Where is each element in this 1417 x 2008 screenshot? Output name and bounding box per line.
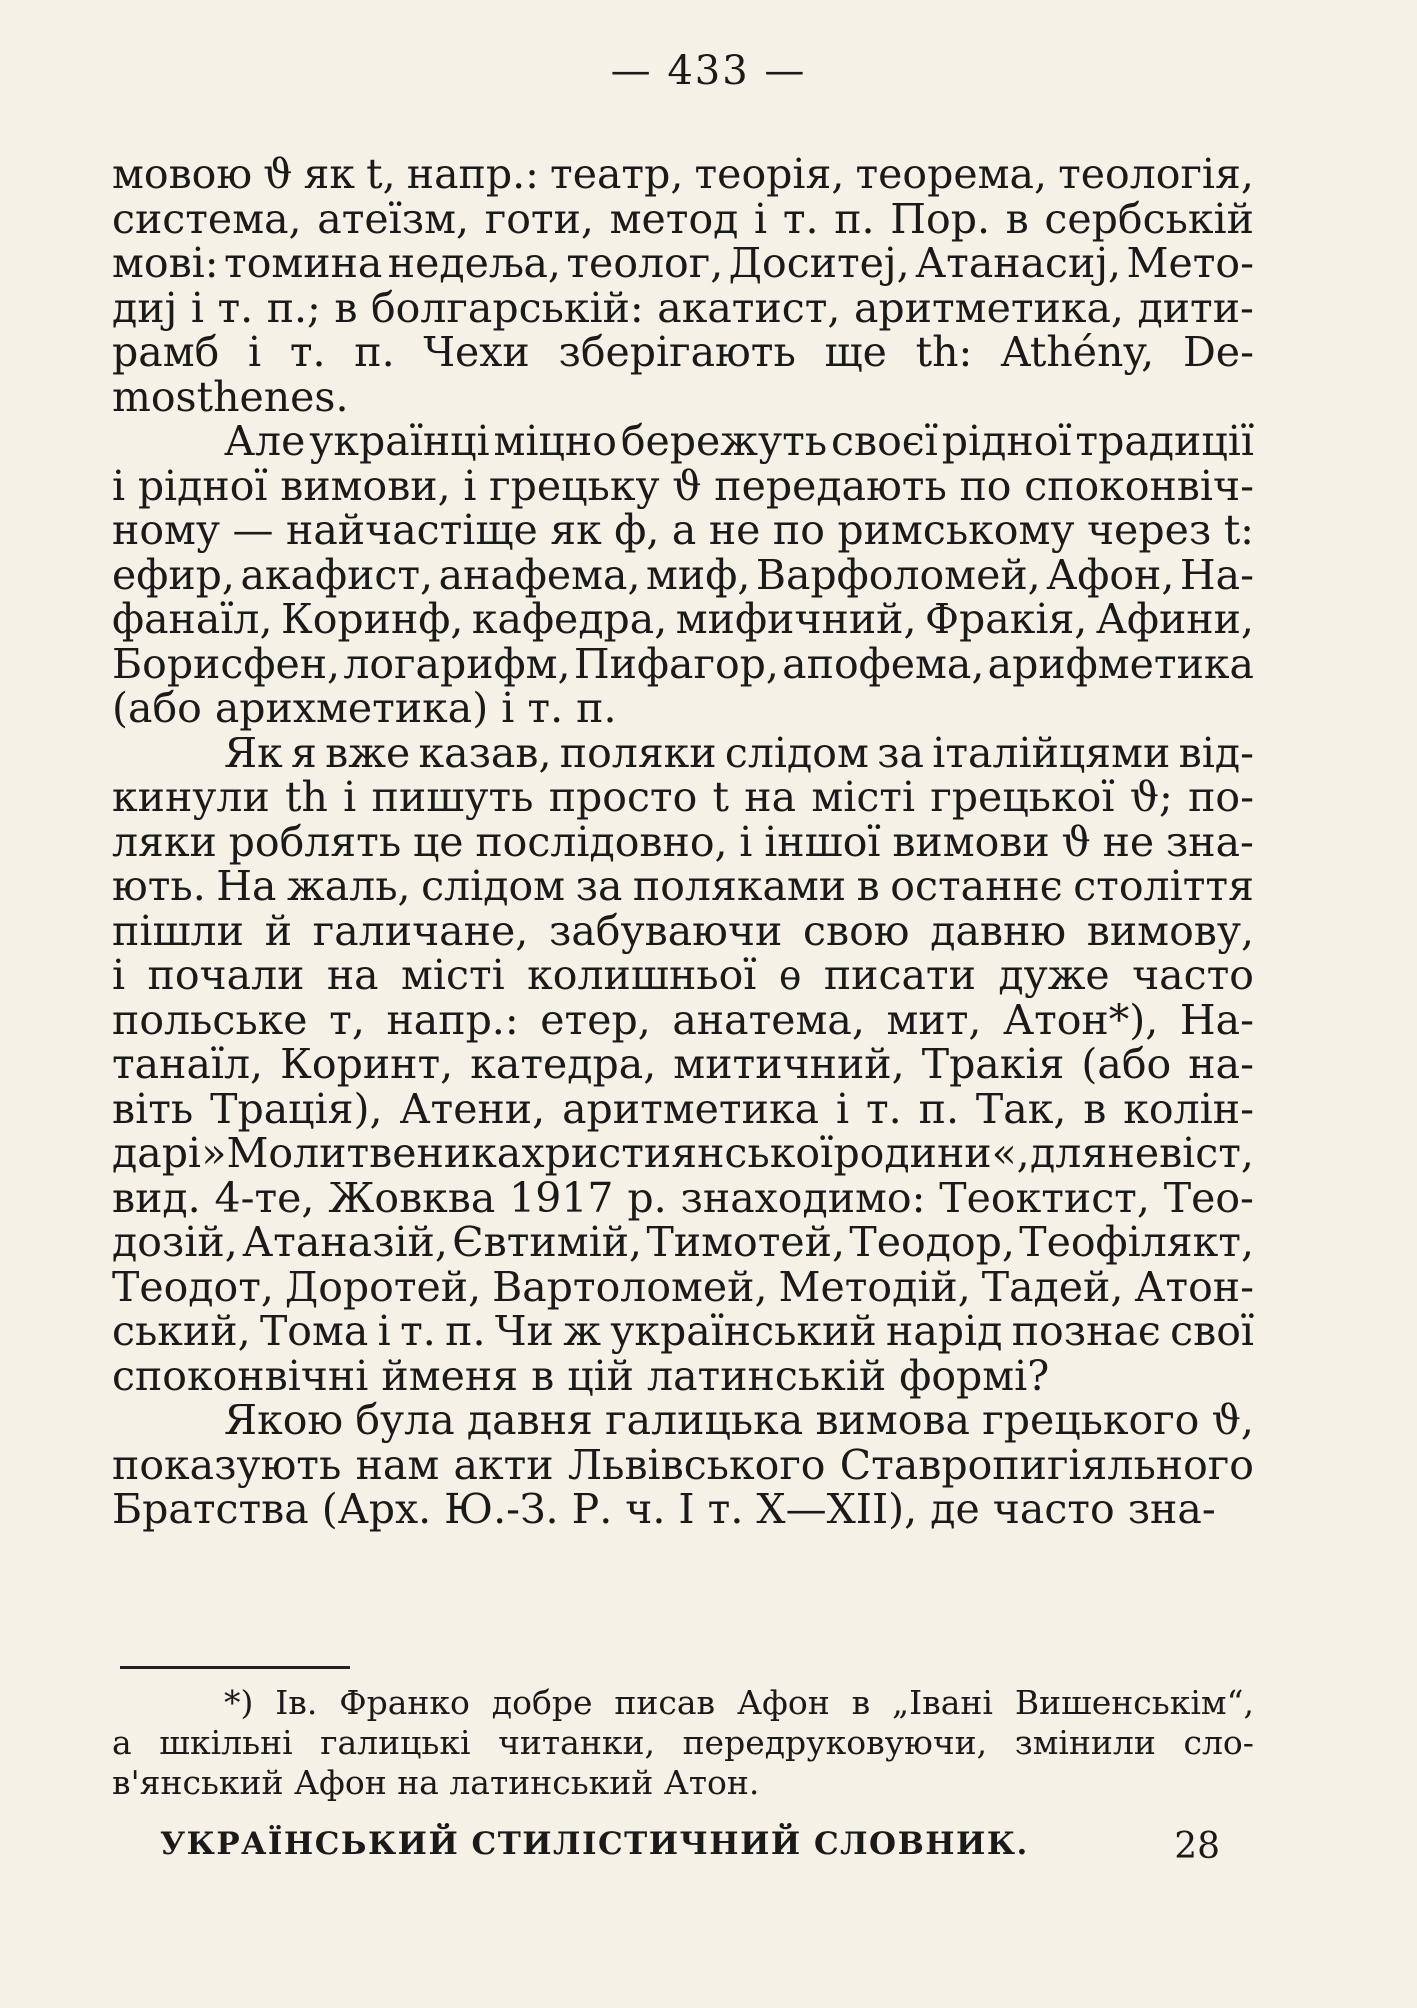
text-line: танаїл, Коринт, катедра, митичний, Тракія (або на- <box>112 1040 1254 1088</box>
text-line: показують нам акти Львівського Ставропигіяльного <box>112 1440 1254 1489</box>
text-line: Якою була давня галицька вимова грецького ϑ, <box>224 1396 1254 1444</box>
text-line: Теодот, Доротей, Вартоломей, Методій, Тадей, Атон- <box>112 1262 1254 1311</box>
text-line: мові: томина недеља, теолог, Доситеј, Атанасиј, Мето- <box>112 239 1254 287</box>
text-line: mosthenes. <box>112 372 349 421</box>
text-line: споконвічні йменя в цій латинській формі? <box>112 1351 1050 1400</box>
text-line: вид. 4-те, Жовква 1917 р. знаходимо: Теоктист, Тео- <box>112 1173 1254 1222</box>
text-line: ський, Тома і т. п. Чи ж український нарід познає свої <box>112 1307 1254 1355</box>
footnote-line: а шкільні галицькі читанки, передруковуючи, змінили сло- <box>112 1723 1254 1762</box>
text-line: віть Трація), Атени, аритметика і т. п. Так, в колін- <box>112 1084 1254 1133</box>
text-line: Як я вже казав, поляки слідом за італійцями від- <box>224 728 1254 777</box>
main-text <box>112 152 1254 1532</box>
text-line: пішли й галичане, забуваючи свою давню вимову, <box>112 906 1254 955</box>
signature-mark: 28 <box>1174 1826 1220 1867</box>
footer-title: УКРАЇНСЬКИЙ СТИЛІСТИЧНИЙ СЛОВНИК. <box>160 1826 1029 1862</box>
text-line: польське т, напр.: етер, анатема, мит, Атон*), На- <box>112 995 1254 1044</box>
page-footer <box>160 1826 1220 1867</box>
text-line: ляки роблять це послідовно, і іншої вимови ϑ не зна- <box>112 817 1254 866</box>
text-line: дарі »Молитвеника християнської родини«, для невіст, <box>112 1129 1254 1177</box>
text-line: кинули th і пишуть просто t на місті грецької ϑ; по- <box>112 773 1254 821</box>
footnote-line: в'янський Афон на латинський Атон. <box>112 1763 760 1802</box>
text-line: Братства (Арх. Ю.-З. Р. ч. I т. X—XII), де часто зна- <box>112 1485 1216 1533</box>
footnote-line: *) Ів. Франко добре писав Афон в „Івані Вишенськім“, <box>224 1683 1254 1722</box>
text-line: (або арихметика) і т. п. <box>112 684 617 732</box>
text-line: мовою ϑ як t, напр.: театр, теорія, теорема, теологія, <box>112 150 1254 198</box>
text-line: Але українці міцно бережуть своєї рідної традиції <box>224 417 1254 465</box>
text-line: Борисфен, логарифм, Пифагор, апофема, арифметика <box>112 639 1254 688</box>
footnote <box>112 1683 1254 1803</box>
text-line: фанаїл, Коринф, кафедра, мифичний, Фракія, Афини, <box>112 595 1254 643</box>
text-line: диј і т. п.; в болгарській: акатист, аритметика, дити- <box>112 283 1254 332</box>
text-line: і рідної вимови, і грецьку ϑ передають по споконвіч- <box>112 461 1254 510</box>
text-line: система, атеїзм, готи, метод і т. п. Пор. в сербській <box>112 194 1254 243</box>
footnote-divider <box>120 1666 350 1669</box>
text-line: ють. На жаль, слідом за поляками в останнє століття <box>112 862 1254 910</box>
page-number: — 433 — <box>610 48 807 94</box>
text-line: рамб і т. п. Чехи зберігають ще th: Athény, De- <box>112 328 1254 376</box>
text-line: і почали на місті колишньої ѳ писати дуже часто <box>112 951 1254 999</box>
text-line: ефир, акафист, анафема, миф, Варфоломей, Афон, На- <box>112 550 1254 599</box>
text-line: дозій, Атаназій, Євтимій, Тимотей, Теодор, Теофілякт, <box>112 1218 1254 1266</box>
text-line: ному — найчастіще як ф, а не по римському через t: <box>112 506 1254 554</box>
